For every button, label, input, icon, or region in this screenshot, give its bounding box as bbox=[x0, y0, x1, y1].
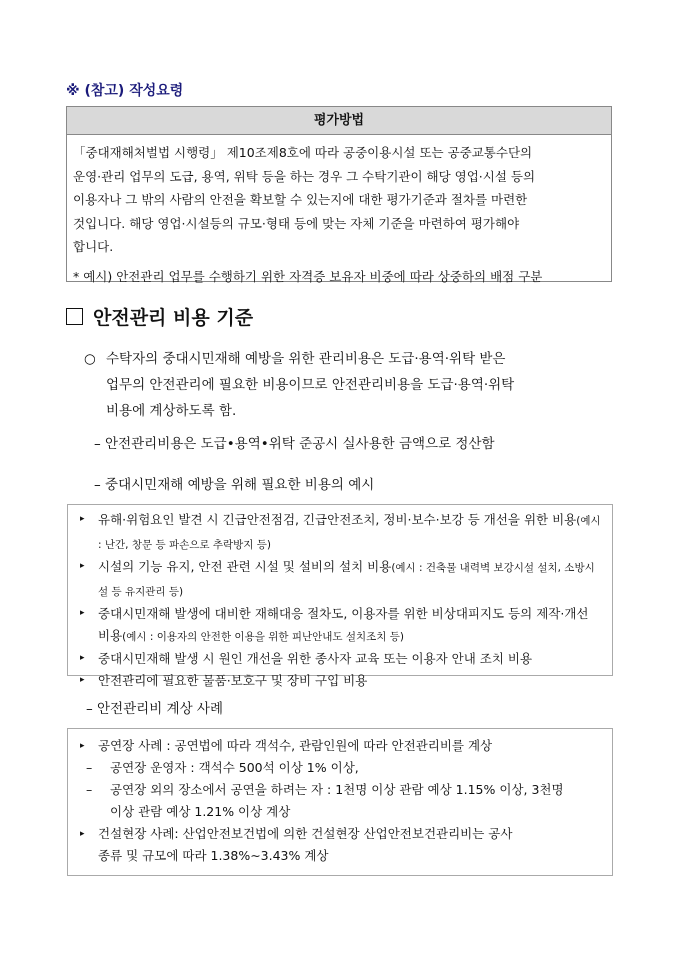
main-paragraph: ○ 수탁자의 중대시민재해 예방을 위한 관리비용은 도급·용역·위탁 받은 업무의 안전관리에 필요한 비용이므로 안전관리비용을 도급·용역·위탁 비용에 계상하도록 함. bbox=[84, 346, 612, 424]
sub-item: – 공연장 운영자 : 객석수 500석 이상 1% 이상, bbox=[86, 760, 359, 775]
evaluation-method-body bbox=[67, 135, 611, 288]
sub-item-cont: 이상 관람 예상 1.21% 이상 계상 bbox=[110, 804, 291, 819]
list-item: ▸ 안전관리에 필요한 물품·보호구 및 장비 구입 비용 bbox=[76, 670, 604, 692]
cost-cases-box bbox=[67, 728, 613, 876]
eval-line: 운영·관리 업무의 도급, 용역, 위탁 등을 하는 경우 그 수탁기관이 해당 영업·시설 등의 bbox=[73, 168, 536, 184]
list-item-cont: 종류 및 규모에 따라 1.38%∼3.43% 계상 bbox=[98, 848, 329, 863]
section-title: 안전관리 비용 기준 bbox=[66, 303, 253, 330]
eval-line: 합니다. bbox=[73, 239, 114, 254]
list-item: ▸ 중대시민재해 발생에 대비한 재해대응 절차도, 이용자를 위한 비상대피지도 등의 제작·개선 비용(예시 : 이용자의 안전한 이용을 위한 피난안내도 설치조치 등) bbox=[76, 603, 604, 648]
cost-examples-box bbox=[67, 504, 613, 688]
triangle-bullet-icon: ▸ bbox=[80, 741, 85, 751]
list-item: ▸ 건설현장 사례: 산업안전보건법에 의한 건설현장 산업안전보건관리비는 공사 bbox=[76, 823, 604, 845]
list-item: ▸ 중대시민재해 발생 시 원인 개선을 위한 종사자 교육 또는 이용자 안내 조치 비용 bbox=[76, 648, 604, 670]
cost-examples-heading: – 중대시민재해 예방을 위해 필요한 비용의 예시 bbox=[94, 477, 375, 493]
list-item: ▸ 공연장 사례 : 공연법에 따라 객석수, 관람인원에 따라 안전관리비를 계상 bbox=[76, 735, 604, 757]
cost-cases-heading: – 안전관리비 계상 사례 bbox=[86, 701, 223, 717]
list-item: ▸ 유해·위험요인 발견 시 긴급안전점검, 긴급안전조치, 정비·보수·보강 등 개선을 위한 비용(예시 : 난간, 창문 등 파손으로 추락방지 등) bbox=[76, 509, 604, 556]
triangle-bullet-icon: ▸ bbox=[80, 561, 85, 571]
settlement-note: – 안전관리비용은 도급•용역•위탁 준공시 실사용한 금액으로 정산함 bbox=[94, 436, 495, 452]
evaluation-method-box bbox=[66, 106, 612, 282]
triangle-bullet-icon: ▸ bbox=[80, 653, 85, 663]
reference-title: ※ (참고) 작성요령 bbox=[66, 83, 184, 99]
eval-line: 것입니다. 해당 영업·시설등의 규모·형태 등에 맞는 자체 기준을 마련하여 평가해야 bbox=[73, 215, 520, 231]
eval-note: * 예시) 안전관리 업무를 수행하기 위한 자격증 보유자 비중에 따라 상중하의 배점 구분 bbox=[73, 268, 543, 284]
sub-item: – 공연장 외의 장소에서 공연을 하려는 자 : 1천명 이상 관람 예상 1.15% 이상, 3천명 bbox=[86, 782, 564, 797]
triangle-bullet-icon: ▸ bbox=[80, 829, 85, 839]
triangle-bullet-icon: ▸ bbox=[80, 608, 85, 618]
circle-bullet-icon: ○ bbox=[84, 351, 96, 367]
evaluation-method-header: 평가방법 bbox=[67, 107, 611, 135]
triangle-bullet-icon: ▸ bbox=[80, 514, 85, 524]
square-bullet-icon bbox=[66, 308, 83, 325]
triangle-bullet-icon: ▸ bbox=[80, 674, 85, 685]
eval-line: 「중대재해처벌법 시행령」 제10조제8호에 따라 공중이용시설 또는 공중교통수단의 bbox=[73, 145, 533, 160]
list-item: ▸ 시설의 기능 유지, 안전 관련 시설 및 설비의 설치 비용(예시 : 건축물 내력벽 보강시설 설치, 소방시설 등 유지관리 등) bbox=[76, 556, 604, 603]
eval-line: 이용자나 그 밖의 사람의 안전을 확보할 수 있는지에 대한 평가기준과 절차를 마련한 bbox=[73, 192, 528, 207]
